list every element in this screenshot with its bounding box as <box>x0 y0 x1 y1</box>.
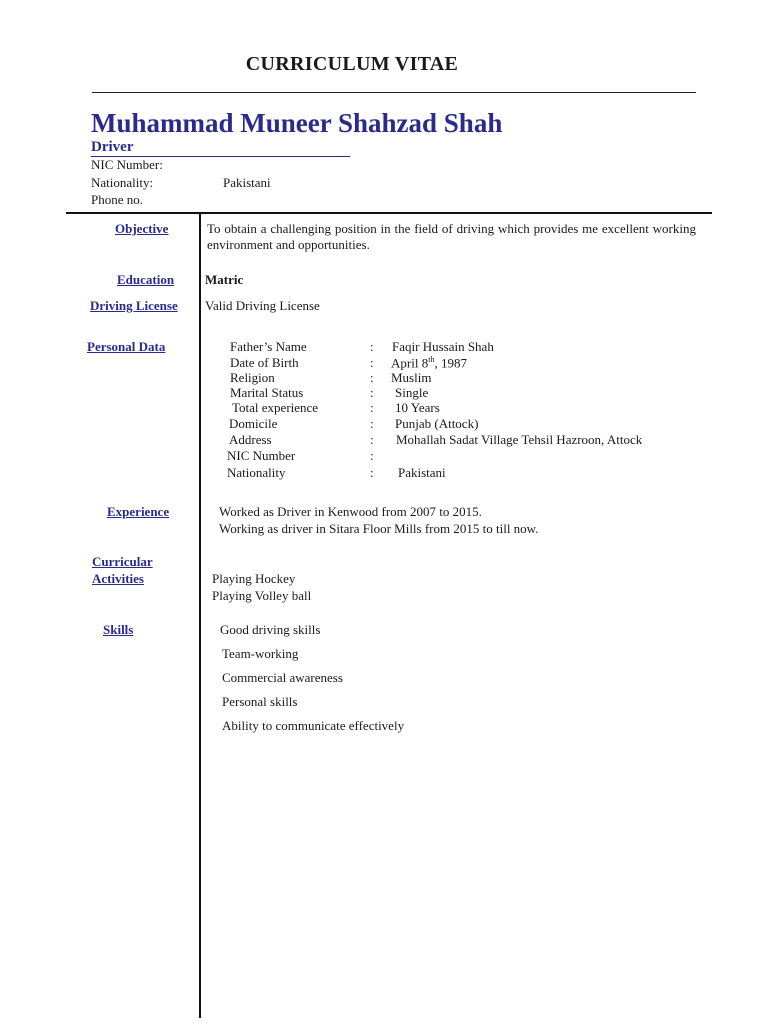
skill-item: Commercial awareness <box>222 670 343 685</box>
activity-item: Playing Hockey <box>212 571 296 586</box>
pd-value: Pakistani <box>398 465 446 480</box>
skill-item: Ability to communicate effectively <box>222 718 405 733</box>
candidate-name: Muhammad Muneer Shahzad Shah <box>91 108 503 138</box>
pd-key: Total experience <box>232 400 319 415</box>
experience-line: Working as driver in Sitara Floor Mills from 2015 to till now. <box>219 521 539 536</box>
pd-key: Domicile <box>229 416 278 431</box>
pd-value: 10 Years <box>395 400 440 415</box>
pd-key: Date of Birth <box>230 355 299 370</box>
phone-label: Phone no. <box>91 192 143 207</box>
pd-key: Marital Status <box>230 385 304 400</box>
curricular-label-line1: Curricular <box>92 554 153 569</box>
pd-sep: : <box>370 385 374 400</box>
pd-value: Mohallah Sadat Village Tehsil Hazroon, Attock <box>396 432 643 447</box>
objective-label: Objective <box>115 221 169 236</box>
document-title: CURRICULUM VITAE <box>245 53 459 75</box>
pd-value: Faqir Hussain Shah <box>392 339 494 354</box>
pd-key: Father’s Name <box>230 339 307 354</box>
experience-label: Experience <box>107 504 170 519</box>
pd-sep: : <box>370 465 374 480</box>
pd-row-fathers-name <box>230 339 307 355</box>
skill-item: Team-working <box>222 646 299 661</box>
nationality-label: Nationality: <box>91 175 154 190</box>
pd-key: Address <box>229 432 272 447</box>
skill-item: Good driving skills <box>220 622 321 637</box>
pd-value-dob: April 8th, 1987 <box>391 355 467 371</box>
column-divider <box>199 212 201 1018</box>
pd-sep: : <box>370 432 374 447</box>
objective-text: To obtain a challenging position in the field of driving which provides me excellent working environment and opportunities. <box>207 221 696 252</box>
education-label: Education <box>117 272 175 287</box>
pd-key: NIC Number <box>227 448 296 463</box>
pd-key: Religion <box>230 370 275 385</box>
pd-sep: : <box>370 400 374 415</box>
pd-sep: : <box>370 448 374 463</box>
nationality-value: Pakistani <box>223 175 271 190</box>
pd-sep: : <box>370 370 374 385</box>
pd-value: Single <box>395 385 429 400</box>
curricular-label-line2: Activities <box>92 571 144 586</box>
activity-item: Playing Volley ball <box>212 588 312 603</box>
experience-line: Worked as Driver in Kenwood from 2007 to 2015. <box>219 504 482 519</box>
pd-value: Muslim <box>391 370 432 385</box>
pd-key: Nationality <box>227 465 286 480</box>
skill-item: Personal skills <box>222 694 298 709</box>
pd-value: Punjab (Attock) <box>395 416 479 431</box>
pd-sep: : <box>370 339 374 354</box>
driving-license-value: Valid Driving License <box>205 298 320 313</box>
header-divider <box>92 92 696 93</box>
education-value: Matric <box>205 272 244 287</box>
skills-label: Skills <box>103 622 134 637</box>
nic-label: NIC Number: <box>91 157 163 172</box>
pd-sep: : <box>370 355 374 370</box>
section-divider <box>66 212 712 214</box>
driving-license-label: Driving License <box>90 298 178 313</box>
personal-data-label: Personal Data <box>87 339 166 354</box>
pd-sep: : <box>370 416 374 431</box>
candidate-role: Driver <box>91 139 134 155</box>
